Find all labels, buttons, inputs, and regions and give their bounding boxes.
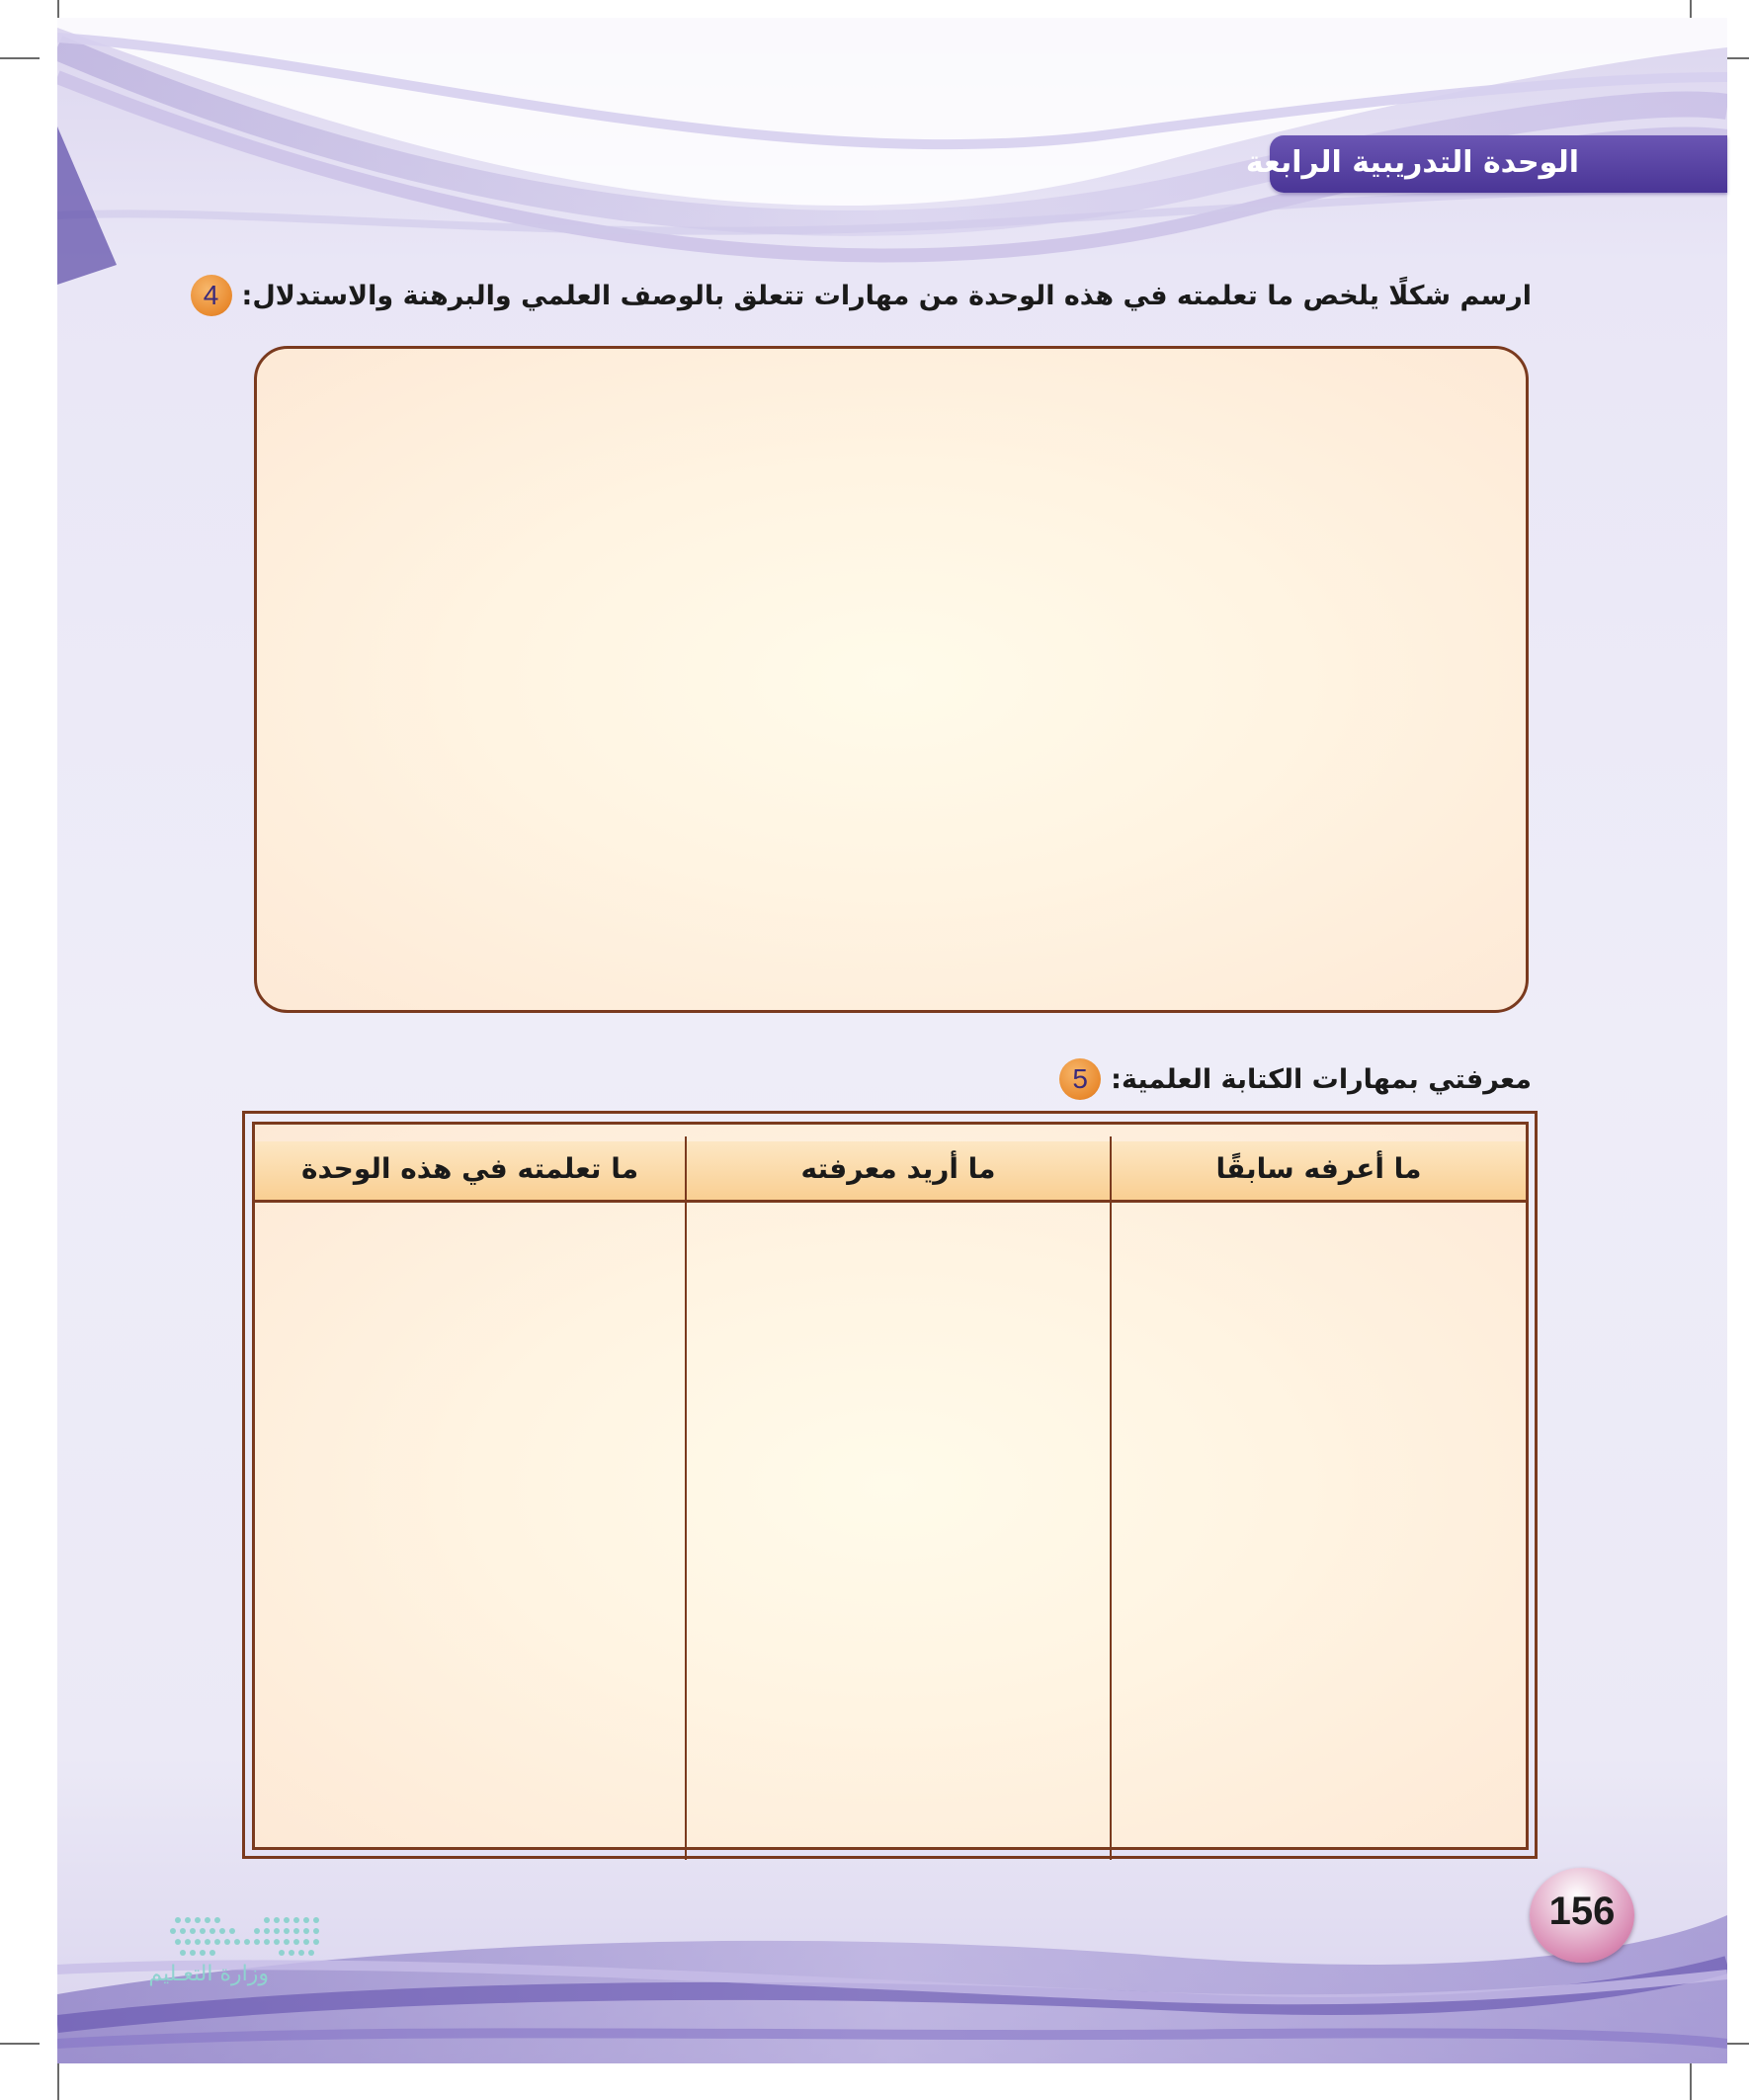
cell-learned[interactable] — [255, 1205, 685, 1847]
question-number-badge: 5 — [1059, 1058, 1101, 1100]
crop-mark — [0, 57, 40, 59]
column-header-learned: ما تعلمته في هذه الوحدة — [300, 1152, 639, 1185]
cell-know[interactable] — [1112, 1205, 1526, 1847]
question-4 — [191, 275, 1532, 316]
unit-title: الوحدة التدريبية الرابعة — [1245, 145, 1579, 180]
column-header-know: ما أعرفه سابقًا — [1215, 1152, 1422, 1185]
question-5 — [1059, 1058, 1532, 1100]
question-text: ارسم شكلًا يلخص ما تعلمته في هذه الوحدة من مهارات تتعلق بالوصف العلمي والبرهنة والاستدلال: — [241, 280, 1532, 311]
ministry-name: وزارة التعـليم — [148, 1962, 269, 1986]
page-number-badge — [1530, 1868, 1634, 1963]
crop-mark — [1690, 2060, 1692, 2100]
page-number: 156 — [1548, 1890, 1616, 1933]
column-header-want: ما أريد معرفته — [800, 1152, 996, 1185]
drawing-area[interactable] — [254, 346, 1529, 1013]
cell-want[interactable] — [687, 1205, 1110, 1847]
crop-mark — [57, 2060, 59, 2100]
unit-title-banner — [1245, 135, 1727, 193]
question-number-badge: 4 — [191, 275, 232, 316]
crop-mark — [0, 2043, 40, 2045]
question-text: معرفتي بمهارات الكتابة العلمية: — [1111, 1063, 1532, 1095]
